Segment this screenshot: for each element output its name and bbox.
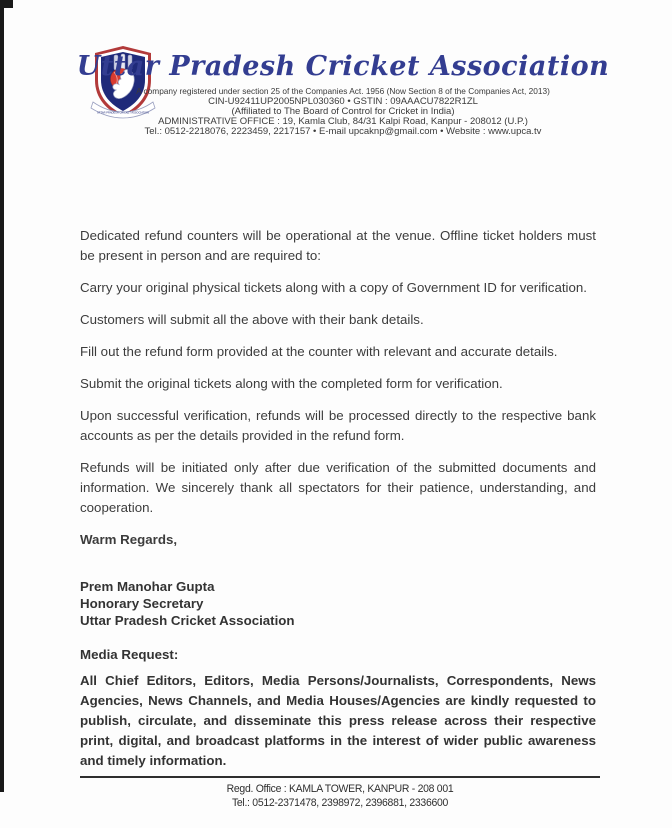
paragraph-carry-tickets: Carry your original physical tickets along with a copy of Government ID for verification. bbox=[80, 280, 587, 295]
registration-line: A company registered under section 25 of the Companies Act. 1956 (Now Section 8 of the Companies Act, 2013) bbox=[136, 86, 550, 96]
letter-body bbox=[80, 226, 596, 771]
closing-salutation: Warm Regards, bbox=[80, 532, 178, 547]
affiliation-line: (Affiliated to The Board of Control for Cricket in India) bbox=[231, 106, 455, 117]
media-request-paragraph: All Chief Editors, Editors, Media Persons/Journalists, Correspondents, News Agencies, News Channels, and Media Houses/Agencies are kindly requested to publish, circulate, and disseminate this press release across their respective print, digital, and broadcast platforms in the interest of wider public awareness and timely information. bbox=[80, 673, 596, 768]
signatory-org: Uttar Pradesh Cricket Association bbox=[80, 613, 295, 628]
letter-footer bbox=[80, 776, 600, 810]
paragraph-refund-counters: Dedicated refund counters will be operational at the venue. Offline ticket holders must be present in person and are required to: bbox=[80, 228, 596, 263]
footer-divider bbox=[80, 776, 600, 778]
paragraph-refund-form: Fill out the refund form provided at the counter with relevant and accurate details. bbox=[80, 344, 558, 359]
scan-artifact-left-strip bbox=[0, 0, 4, 792]
admin-office-line: ADMINISTRATIVE OFFICE : 19, Kamla Club, 84/31 Kalpi Road, Kanpur - 208012 (U.P.) bbox=[158, 116, 528, 127]
signatory-name: Prem Manohar Gupta bbox=[80, 579, 215, 594]
paragraph-submit-tickets: Submit the original tickets along with the completed form for verification. bbox=[80, 376, 503, 391]
ribbon-text: UTTAR PRADESH CRICKET ASSOCIATION bbox=[97, 111, 149, 115]
cin-gstin-line: CIN-U92411UP2005NPL030360 • GSTIN : 09AAACU7822R1ZL bbox=[208, 96, 478, 107]
paragraph-thanks: Refunds will be initiated only after due verification of the submitted documents and information. We sincerely thank all spectators for their patience, understanding, and cooperation. bbox=[80, 460, 596, 515]
letterhead-text bbox=[60, 50, 626, 137]
org-title: Uttar Pradesh Cricket Association bbox=[76, 51, 610, 82]
signature-block bbox=[80, 578, 596, 629]
footer-tel-line: Tel.: 0512-2371478, 2398972, 2396881, 2336600 bbox=[231, 797, 449, 809]
regd-office-line: Regd. Office : KAMLA TOWER, KANPUR - 208 001 bbox=[226, 783, 454, 795]
paragraph-bank-details: Customers will submit all the above with their bank details. bbox=[80, 312, 424, 327]
paragraph-verification-refunds: Upon successful verification, refunds will be processed directly to the respective bank accounts as per the details provided in the refund form. bbox=[80, 408, 596, 443]
contact-line: Tel.: 0512-2218076, 2223459, 2217157 • E-mail upcaknp@gmail.com • Website : www.upca.tv bbox=[144, 126, 542, 137]
scan-artifact-top-left bbox=[0, 0, 13, 8]
media-request-heading: Media Request: bbox=[80, 647, 179, 662]
signatory-title: Honorary Secretary bbox=[80, 596, 204, 611]
